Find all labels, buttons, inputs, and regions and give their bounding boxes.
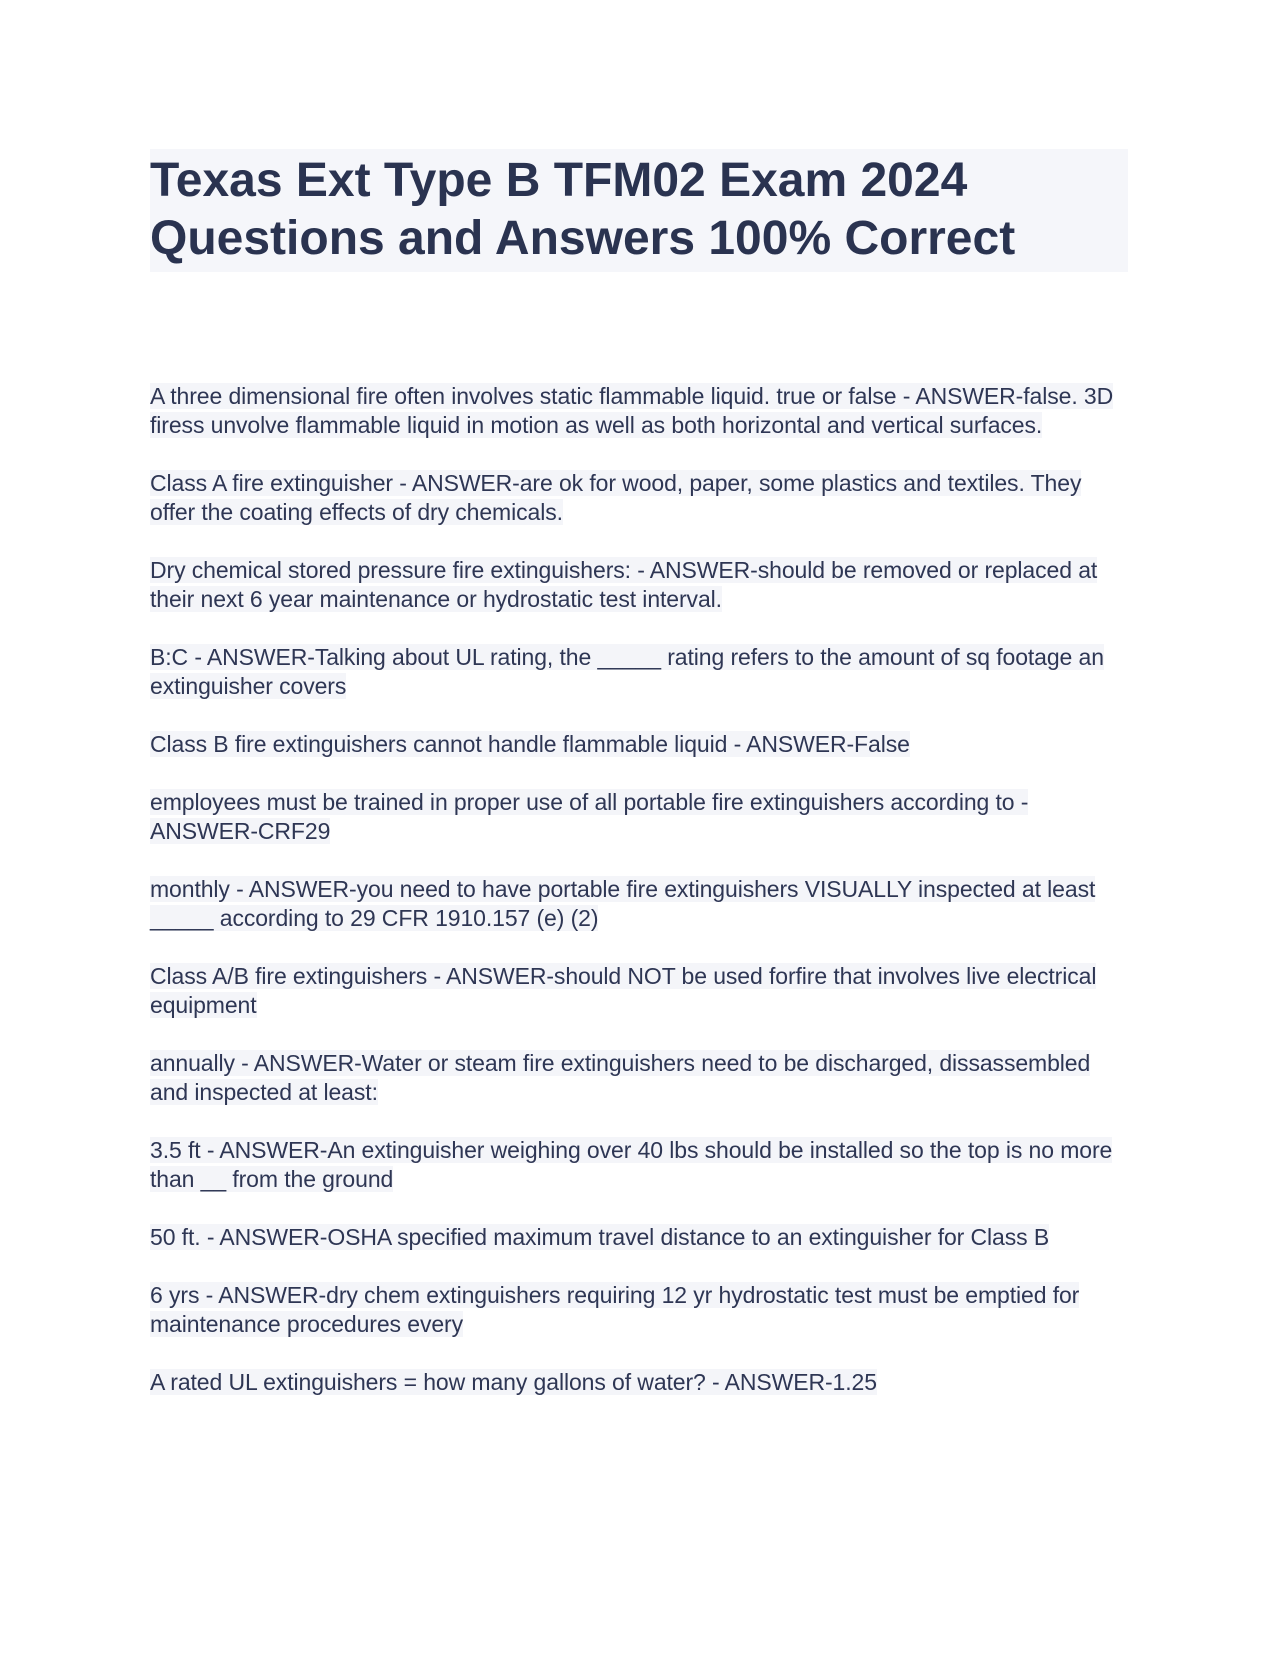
qa-item: [150, 1223, 1130, 1252]
qa-text: employees must be trained in proper use of all portable fire extinguishers according to - ANSWER-CRF29: [150, 789, 1029, 844]
qa-item: [150, 469, 1130, 527]
qa-item: [150, 1368, 1130, 1397]
qa-item: [150, 556, 1130, 614]
qa-item: [150, 643, 1130, 701]
qa-item: [150, 1281, 1130, 1339]
document-title: Texas Ext Type B TFM02 Exam 2024 Questions and Answers 100% Correct: [150, 154, 1016, 265]
qa-list: [150, 382, 1130, 1426]
qa-text: A rated UL extinguishers = how many gallons of water? - ANSWER-1.25: [150, 1369, 877, 1395]
qa-item: [150, 382, 1130, 440]
qa-text: 6 yrs - ANSWER-dry chem extinguishers requiring 12 yr hydrostatic test must be emptied for maintenance procedures every: [150, 1282, 1080, 1337]
title-block: [150, 149, 1128, 272]
qa-text: Class A fire extinguisher - ANSWER-are ok for wood, paper, some plastics and textiles. They offer the coating effects of dry chemicals.: [150, 470, 1082, 525]
qa-text: A three dimensional fire often involves static flammable liquid. true or false - ANSWER-false. 3D firess unvolve flammable liquid in motion as well as both horizontal and vertical surfaces.: [150, 383, 1114, 438]
qa-item: [150, 962, 1130, 1020]
qa-item: [150, 1049, 1130, 1107]
qa-item: [150, 875, 1130, 933]
qa-text: B:C - ANSWER-Talking about UL rating, the _____ rating refers to the amount of sq footage an extinguisher covers: [150, 644, 1104, 699]
qa-text: monthly - ANSWER-you need to have portable fire extinguishers VISUALLY inspected at least _____ according to 29 CFR 1910.157 (e) (2): [150, 876, 1096, 931]
qa-text: Class A/B fire extinguishers - ANSWER-should NOT be used forfire that involves live electrical equipment: [150, 963, 1097, 1018]
qa-text: 3.5 ft - ANSWER-An extinguisher weighing over 40 lbs should be installed so the top is no more than __ from the ground: [150, 1137, 1113, 1192]
qa-item: [150, 788, 1130, 846]
qa-item: [150, 730, 1130, 759]
qa-item: [150, 1136, 1130, 1194]
qa-text: 50 ft. - ANSWER-OSHA specified maximum travel distance to an extinguisher for Class B: [150, 1224, 1050, 1250]
qa-text: Class B fire extinguishers cannot handle flammable liquid - ANSWER-False: [150, 731, 910, 757]
qa-text: annually - ANSWER-Water or steam fire extinguishers need to be discharged, dissassembled and inspected at least:: [150, 1050, 1091, 1105]
qa-text: Dry chemical stored pressure fire extinguishers: - ANSWER-should be removed or replaced at their next 6 year maintenance or hydrostatic test interval.: [150, 557, 1098, 612]
